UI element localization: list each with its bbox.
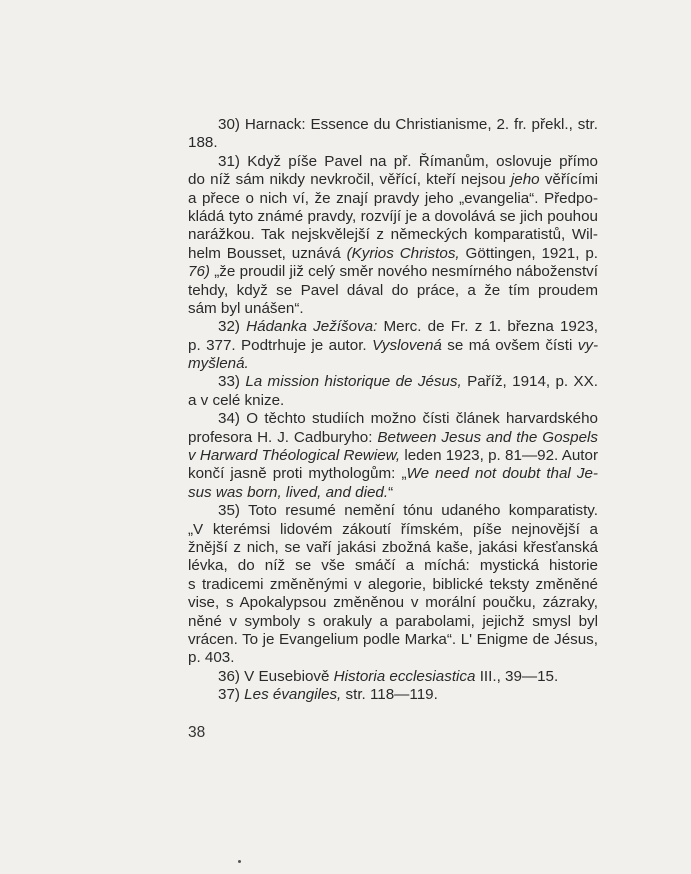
text-line: [188, 465, 598, 483]
text-line: [188, 171, 598, 189]
text-segment: “: [388, 483, 394, 501]
italic-text: Historia ecclesiastica: [333, 667, 476, 685]
italic-text: vy-: [577, 336, 598, 354]
italic-text: Between Jesus and the Gospels: [377, 428, 598, 446]
text-line: [188, 134, 598, 152]
text-segment: str. 118—119.: [341, 686, 438, 704]
text-line: [188, 226, 598, 244]
text-segment: s tradicemi změněnými v alegorie, biblické teksty změněné: [188, 575, 598, 593]
italic-text: 76): [188, 263, 210, 281]
page-number: 38: [188, 724, 206, 741]
text-segment: 36) V Eusebiově: [218, 667, 334, 685]
italic-text: sus was born, lived, and died.: [188, 483, 389, 501]
italic-text: Hádanka Ježíšova:: [246, 318, 378, 336]
text-segment: 34) O těchto studiích možno čísti článek harvardského: [218, 410, 598, 428]
text-line: [188, 282, 598, 300]
text-line: [188, 392, 598, 410]
text-line: [188, 576, 598, 594]
italic-text: (Kyrios Christos,: [346, 244, 460, 262]
text-line: [188, 373, 598, 391]
text-segment: „V kterémsi lidovém zákoutí římském, píše nejnovější a: [188, 520, 598, 538]
scan-speck: [238, 860, 241, 863]
italic-text: La mission historique de Jésus,: [245, 373, 462, 391]
text-segment: 188.: [188, 134, 218, 152]
text-segment: p. 377. Podtrhuje je autor.: [188, 336, 373, 354]
text-segment: tehdy, když se Pavel dával do práce, a že tím proudem: [188, 281, 598, 299]
text-line: [188, 502, 598, 520]
text-segment: III., 39—15.: [475, 667, 559, 685]
text-segment: 35) Toto resumé nemění tónu udaného komparatisty.: [218, 502, 598, 520]
text-segment: do níž sám nikdy nevkročil, věřící, kteří nejsou: [188, 171, 511, 189]
text-line: [188, 429, 598, 447]
text-line: [188, 208, 598, 226]
footnotes-text: [188, 116, 598, 705]
text-line: [188, 521, 598, 539]
text-segment: p. 403.: [188, 649, 235, 667]
text-line: [188, 337, 598, 355]
text-line: [188, 410, 598, 428]
italic-text: jeho: [510, 171, 540, 189]
text-line: [188, 116, 598, 134]
italic-text: Vyslovená: [372, 336, 442, 354]
text-segment: něné v symboly s orakuly a parabolami, jejichž smysl byl: [188, 612, 598, 630]
text-line: [188, 484, 598, 502]
text-segment: a přece o nich ví, že znají pravdy jeho „evangelia“. Předpo-: [188, 189, 598, 207]
text-line: [188, 557, 598, 575]
text-segment: věřícími: [539, 171, 598, 189]
italic-text: Les évangiles,: [244, 686, 342, 704]
text-segment: končí jasně proti mythologům: „: [188, 465, 407, 483]
italic-text: v Harward Théological Rewiew,: [188, 447, 401, 465]
text-line: [188, 263, 598, 281]
text-segment: leden 1923, p. 81—92. Autor: [400, 447, 598, 465]
text-line: [188, 300, 598, 318]
text-line: [188, 668, 598, 686]
text-segment: helm Bousset, uznává: [188, 244, 347, 262]
text-line: [188, 355, 598, 373]
text-segment: a v celé knize.: [188, 391, 285, 409]
text-segment: Merc. de Fr. z 1. března 1923,: [377, 318, 598, 336]
text-line: [188, 686, 598, 704]
text-segment: žnější z nich, se vaří jakási zbožná kaše, jakási křesťanská: [188, 538, 598, 556]
text-segment: 32): [218, 318, 247, 336]
text-segment: vise, s Apokalypsou změněnou v morální poučku, zázraky,: [188, 594, 598, 612]
italic-text: myšlená.: [188, 355, 249, 373]
text-line: [188, 153, 598, 171]
text-segment: Paříž, 1914, p. XX.: [461, 373, 598, 391]
text-line: [188, 245, 598, 263]
text-line: [188, 631, 598, 649]
text-segment: sám byl unášen“.: [188, 299, 304, 317]
text-line: [188, 594, 598, 612]
text-segment: Göttingen, 1921, p.: [459, 244, 598, 262]
text-line: [188, 649, 598, 667]
text-segment: „že proudil již celý směr nového nesmírného náboženství: [209, 263, 598, 281]
text-segment: lévka, do níž se vše smáčí a míchá: mystická historie: [188, 557, 598, 575]
text-segment: 30) Harnack: Essence du Christianisme, 2. fr. překl., str.: [218, 116, 598, 133]
text-segment: se má ovšem čísti: [441, 336, 578, 354]
text-segment: kládá tyto známé pravdy, rozvíjí je a dovolává se jich pouhou: [188, 207, 598, 225]
text-segment: 31) Když píše Pavel na př. Římanům, oslovuje přímo: [218, 152, 598, 170]
text-segment: 37): [218, 686, 245, 704]
text-line: [188, 190, 598, 208]
text-line: [188, 318, 598, 336]
text-segment: profesora H. J. Cadburyho:: [188, 428, 378, 446]
text-line: [188, 613, 598, 631]
text-line: [188, 539, 598, 557]
text-line: [188, 447, 598, 465]
text-segment: 33): [218, 373, 246, 391]
text-segment: narážkou. Tak nejskvělejší z německých komparatistů, Wil-: [188, 226, 598, 244]
text-segment: vrácen. To je Evangelium podle Marka“. L' Enigme de Jésus,: [188, 630, 598, 648]
italic-text: We need not doubt thal Je-: [406, 465, 598, 483]
